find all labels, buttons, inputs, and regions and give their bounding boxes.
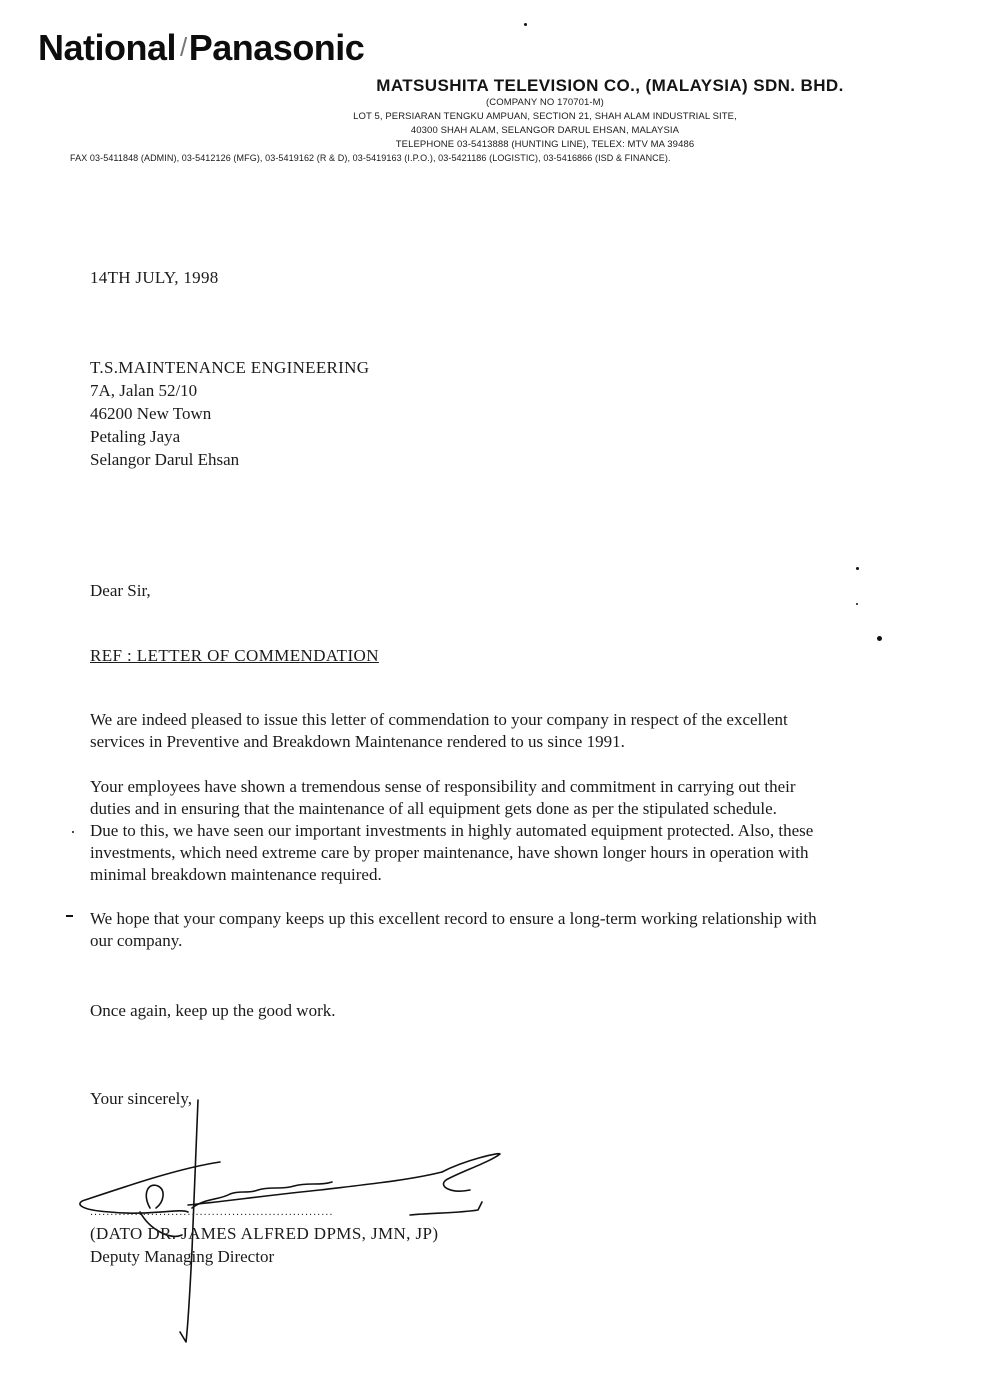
scan-speck: [72, 831, 74, 833]
body-paragraph-1: [90, 709, 900, 753]
scan-dash: [66, 915, 73, 917]
paragraph-line: Once again, keep up the good work.: [90, 1001, 336, 1020]
company-number: (COMPANY NO 170701-M): [486, 97, 604, 108]
closing: Your sincerely,: [90, 1089, 192, 1108]
salutation: Dear Sir,: [90, 581, 151, 600]
brand-panasonic: Panasonic: [188, 27, 365, 68]
company-fax: FAX 03-5411848 (ADMIN), 03-5412126 (MFG), 03-5419162 (R & D), 03-5419163 (I.P.O.), 03-5421186 (LOGISTIC), 03-5416866 (ISD & FINANCE).: [70, 153, 671, 163]
signer-name: (DATO DR. JAMES ALFRED DPMS, JMN, JP): [90, 1224, 439, 1243]
paragraph-line: We hope that your company keeps up this excellent record to ensure a long-term working relationship with: [90, 909, 817, 928]
paragraph-line: We are indeed pleased to issue this letter of commendation to your company in respect of the excellent: [90, 710, 788, 729]
brand-national: National: [38, 27, 177, 68]
subject-line: REF : LETTER OF COMMENDATION: [90, 646, 379, 665]
body-paragraph-2: [90, 776, 900, 886]
letter-date: 14TH JULY, 1998: [90, 268, 219, 287]
handwritten-signature: [70, 1090, 530, 1350]
scan-speck: [856, 603, 858, 605]
scan-speck: [856, 567, 859, 570]
company-telephone: TELEPHONE 03-5413888 (HUNTING LINE), TELEX: MTV MA 39486: [395, 139, 695, 150]
company-name: MATSUSHITA TELEVISION CO., (MALAYSIA) SDN. BHD.: [376, 76, 844, 95]
recipient-address-line: Selangor Darul Ehsan: [90, 450, 240, 469]
company-address-line-2: 40300 SHAH ALAM, SELANGOR DARUL EHSAN, MALAYSIA: [410, 125, 680, 136]
recipient-company: T.S.MAINTENANCE ENGINEERING: [90, 358, 370, 377]
scan-speck: [524, 23, 527, 26]
recipient-address-line: 7A, Jalan 52/10: [90, 381, 198, 400]
scan-speck: [877, 636, 882, 641]
paragraph-line: Due to this, we have seen our important investments in highly automated equipment protected. Also, these: [90, 821, 814, 840]
paragraph-line: Your employees have shown a tremendous sense of responsibility and commitment in carrying out their: [90, 777, 796, 796]
signer-title: Deputy Managing Director: [90, 1247, 275, 1266]
body-paragraph-3: [90, 908, 900, 952]
paragraph-line: minimal breakdown maintenance required.: [90, 865, 382, 884]
recipient-address-line: Petaling Jaya: [90, 427, 181, 446]
signature-line: ............................................................: [90, 1206, 334, 1218]
brand-separator: /: [180, 32, 187, 62]
paragraph-line: investments, which need extreme care by proper maintenance, have shown longer hours in operation with: [90, 843, 809, 862]
brand-logo: [38, 27, 365, 68]
company-address-line-1: LOT 5, PERSIARAN TENGKU AMPUAN, SECTION 21, SHAH ALAM INDUSTRIAL SITE,: [353, 111, 737, 122]
paragraph-line: services in Preventive and Breakdown Maintenance rendered to us since 1991.: [90, 732, 625, 751]
recipient-address-line: 46200 New Town: [90, 404, 212, 423]
body-paragraph-4: [90, 1000, 900, 1022]
paragraph-line: duties and in ensuring that the maintenance of all equipment gets done as per the stipulated schedule.: [90, 799, 777, 818]
paragraph-line: our company.: [90, 931, 183, 950]
